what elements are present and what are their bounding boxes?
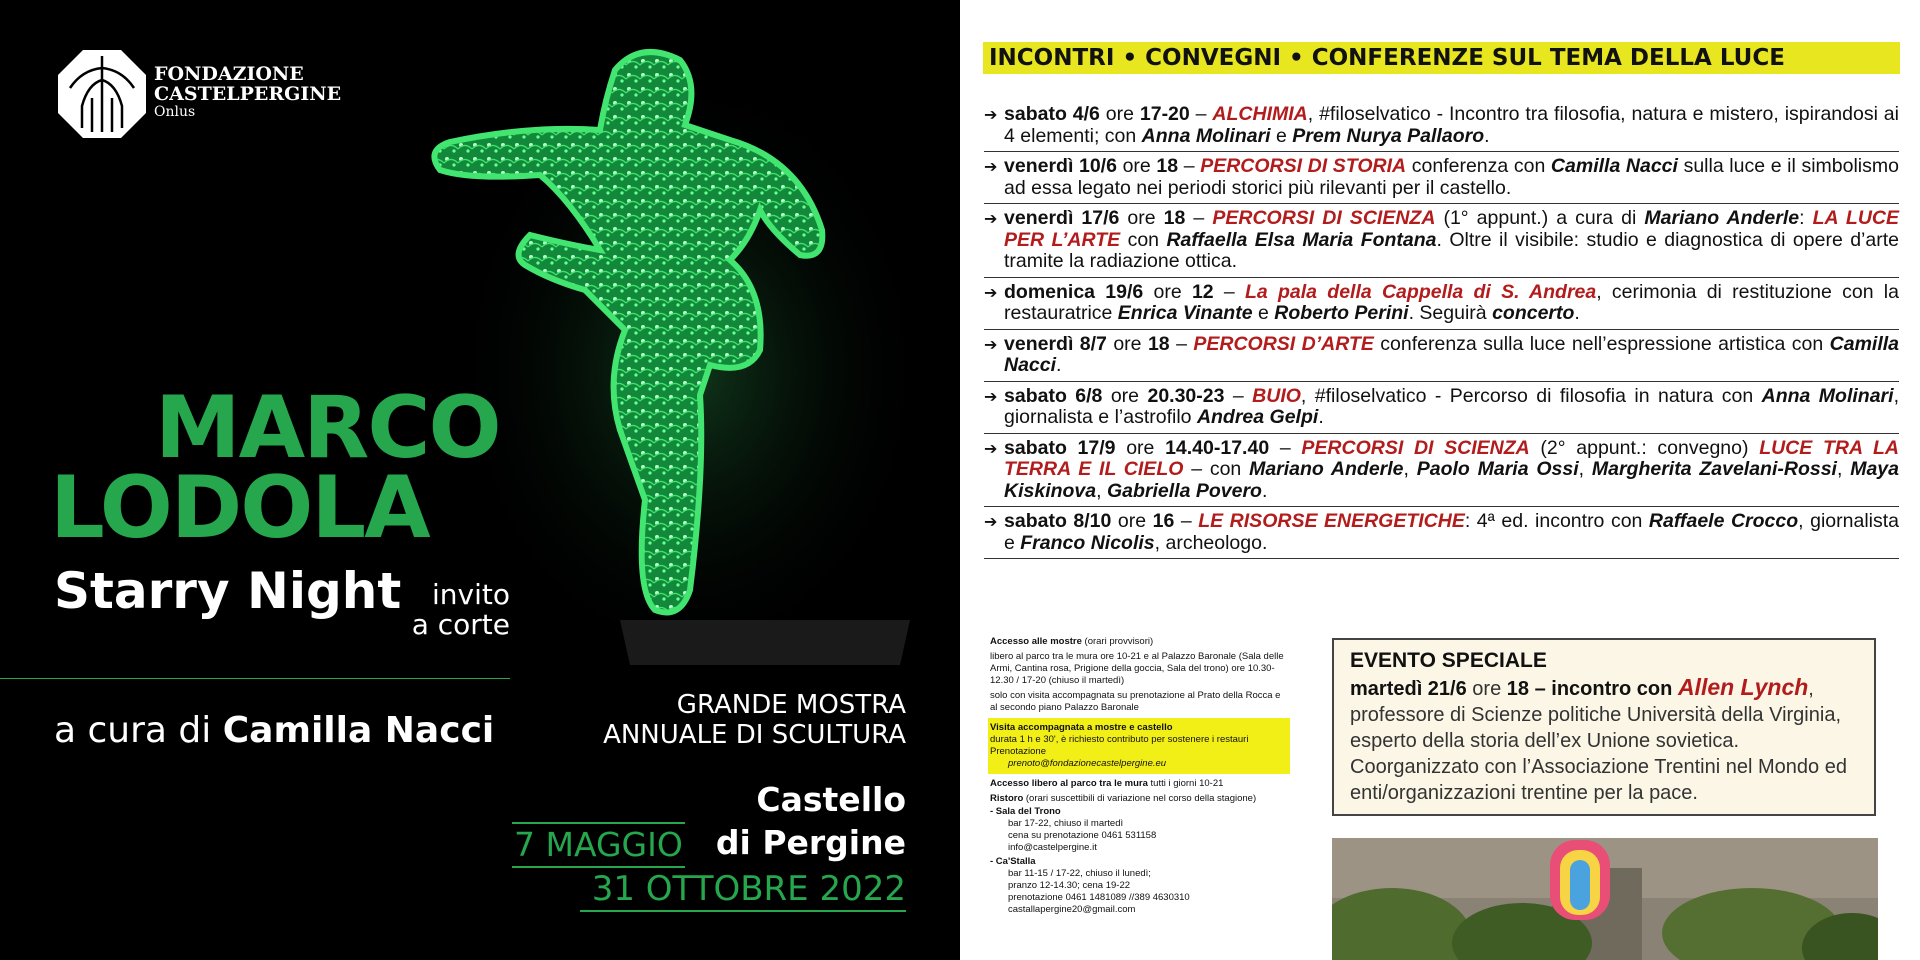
booking-label: Prenotazione (990, 746, 1046, 757)
invito-line-1: invito (432, 578, 510, 611)
event-text: conferenza con (1406, 155, 1551, 177)
event-text: Mariano Anderle (1644, 207, 1800, 229)
venue-line-1: Castello (756, 780, 906, 819)
booking-text: durata 1 h e 30', è richiesto contributo per sostenere i restauri (990, 734, 1249, 745)
arrow-right-icon: ➔ (984, 388, 998, 406)
event-text: ore (1102, 384, 1148, 407)
event-text: conferenza sulla luce nell’espressione artistica con (1373, 332, 1830, 355)
show-line-1: GRANDE MOSTRA (676, 690, 906, 720)
event-text: Andrea Gelpi (1196, 406, 1319, 428)
event-text: sabato 8/10 (1004, 510, 1112, 532)
event-text: Gabriella Povero (1106, 479, 1262, 502)
cast-line: prenotazione 0461 1481089 //389 4630310 (1008, 892, 1190, 903)
guided-text: solo con visita accompagnata su prenotazione al Prato della Rocca e al secondo piano Palazzo Baronale (990, 690, 1281, 713)
event-text: PERCORSI DI SCIENZA (1212, 207, 1436, 229)
curator-prefix: a cura di (54, 710, 212, 751)
logo-name (154, 64, 341, 104)
event-text: Enrica Vinante (1117, 302, 1253, 324)
event-text: venerdì 8/7 (1004, 332, 1107, 355)
events-header: INCONTRI • CONVEGNI • CONFERENZE SUL TEMA DELLA LUCE (983, 42, 1900, 74)
exhibit-title: Starry Night (54, 562, 402, 620)
event-text: – (1169, 332, 1194, 355)
event-text: (1° appunt.) a cura di (1435, 207, 1645, 229)
event-text: LA LUCE PER L’ARTE (1004, 207, 1900, 251)
event-text: ore (1116, 155, 1157, 177)
event-text: 18 (1163, 207, 1186, 229)
arrow-right-icon: ➔ (984, 514, 998, 531)
park-title: Accesso libero al parco tra le mura (990, 778, 1148, 789)
special-ore: ore (1472, 678, 1502, 700)
event-text: . Seguirà (1408, 302, 1493, 324)
event-text: PERCORSI DI STORIA (1200, 155, 1407, 177)
arrow-right-icon: ➔ (984, 107, 998, 124)
event-text: Raffaella Elsa Maria Fontana (1166, 228, 1437, 251)
event-text: e (1252, 302, 1275, 324)
logo-onlus: Onlus (154, 104, 196, 120)
logo-line-2: CASTELPERGINE (154, 83, 342, 105)
event-text: . (1484, 124, 1490, 147)
arrow-right-icon: ➔ (984, 159, 998, 176)
event-text: ore (1119, 207, 1164, 229)
show-description (540, 690, 906, 750)
event-text: ore (1099, 103, 1140, 125)
event-text: 20.30-23 (1147, 384, 1225, 407)
event-item (984, 152, 1899, 204)
booking-box (988, 718, 1290, 774)
event-text: . (1261, 479, 1268, 502)
event-text: sulla luce e il simbolismo ad essa legato nei periodi storici più rilevanti per il castello. (1004, 155, 1899, 199)
event-text: , #filoselvatico - Incontro tra filosofia, natura e mistero, ispirandosi ai 4 elementi; con (1004, 103, 1899, 147)
date-end: 31 OTTOBRE 2022 (580, 868, 906, 912)
event-text: Margherita Zavelani-Rossi (1591, 458, 1837, 480)
ristoro-title: Ristoro (990, 793, 1024, 804)
event-item (984, 330, 1899, 382)
event-text: sabato 17/9 (1004, 436, 1116, 459)
visitor-info (990, 636, 1290, 916)
event-item (984, 100, 1899, 152)
invitation-back (960, 0, 1920, 960)
special-body (1350, 674, 1858, 806)
event-text: Paolo Maria Ossi (1416, 458, 1579, 480)
event-text: – (1189, 103, 1213, 125)
event-text: , giornalista e (1004, 510, 1899, 554)
event-text: , #filoselvatico - Percorso di filosofia in natura con (1300, 384, 1762, 407)
castle-logo-icon (56, 48, 148, 140)
artist-first-name: MARCO (155, 378, 500, 478)
event-text: sabato 4/6 (1004, 103, 1100, 125)
events-list (984, 100, 1899, 559)
artist-last-name: LODOLA (50, 458, 429, 558)
event-text: – con (1183, 458, 1250, 480)
cast-line: bar 11-15 / 17-22, chiuso il lunedì; (1008, 868, 1151, 879)
special-title: EVENTO SPECIALE (1350, 649, 1547, 672)
event-text: 17-20 (1139, 103, 1190, 125)
event-text: . Oltre il visibile: studio e diagnostica di opere d’arte tramite la radiazione ottica. (1004, 228, 1899, 272)
event-text: ore (1143, 280, 1192, 303)
sala-line: info@castelpergine.it (1008, 842, 1097, 853)
park-text: tutti i giorni 10-21 (1150, 778, 1224, 789)
arrow-right-icon: ➔ (984, 211, 998, 228)
event-text: , (1096, 479, 1107, 502)
special-event-box (1332, 638, 1876, 816)
event-text: . (1318, 406, 1324, 428)
event-item (984, 507, 1899, 559)
event-text: sabato 6/8 (1004, 384, 1103, 407)
event-item (984, 204, 1899, 278)
invito-text (370, 580, 510, 640)
castle-photo-image (1332, 838, 1878, 960)
event-text: – (1178, 155, 1201, 177)
event-text: Roberto Perini (1274, 302, 1409, 324)
cast-line: castallapergine20@gmail.com (1008, 904, 1136, 915)
event-item (984, 278, 1899, 330)
sala-title: - Sala del Trono (990, 806, 1061, 817)
event-text: LUCE TRA LA TERRA E IL CIELO (1004, 436, 1899, 480)
cast-title: - Ca'Stalla (990, 856, 1036, 867)
event-item (984, 434, 1899, 508)
event-text: 14.40-17.40 (1165, 436, 1270, 459)
event-text: 18 (1147, 332, 1170, 355)
cast-line: pranzo 12-14.30; cena 19-22 (1008, 880, 1131, 891)
event-text: BUIO (1252, 384, 1301, 407)
event-text: Prem Nurya Pallaoro (1292, 124, 1485, 147)
access-text: libero al parco tra le mura ore 10-21 e al Palazzo Baronale (Sala delle Armi, Cantina rosa, Prigione della goccia, Sala del trono) ore 10.30-12.30 / 17-20 (chiuso il martedì) (990, 651, 1284, 686)
event-text: ore (1106, 332, 1148, 355)
event-text: Camilla Nacci (1550, 155, 1678, 177)
event-text: (2° appunt.: convegno) (1529, 436, 1760, 459)
event-text: La pala della Cappella di S. Andrea (1245, 280, 1597, 303)
booking-email[interactable]: prenoto@fondazionecastelpergine.eu (1008, 758, 1167, 769)
date-start: 7 MAGGIO (512, 822, 685, 868)
logo-line-1: FONDAZIONE (154, 63, 304, 85)
event-text: Maya Kiskinova (1004, 458, 1899, 502)
special-date: martedì 21/6 (1350, 678, 1467, 700)
event-text: 12 (1191, 280, 1214, 303)
event-text: ore (1115, 436, 1166, 459)
event-text: PERCORSI D’ARTE (1193, 332, 1374, 355)
event-text: LE RISORSE ENERGETICHE (1198, 510, 1465, 532)
event-text: , (1836, 458, 1851, 480)
event-text: : 4ª ed. incontro con (1464, 510, 1649, 532)
event-text: venerdì 17/6 (1004, 207, 1120, 229)
event-text: , archeologo. (1154, 531, 1268, 554)
event-text: domenica 19/6 (1004, 280, 1144, 303)
ristoro-note: (orari suscettibili di variazione nel corso della stagione) (1025, 793, 1257, 804)
sala-line: cena su prenotazione 0461 531158 (1008, 830, 1157, 841)
event-text: Anna Molinari (1141, 124, 1271, 147)
event-text: – (1185, 207, 1213, 229)
event-text: 18 (1156, 155, 1179, 177)
event-text: ore (1111, 510, 1153, 532)
arrow-right-icon: ➔ (984, 440, 998, 458)
event-text: Raffaele Crocco (1648, 510, 1799, 532)
event-text: Franco Nicolis (1020, 531, 1155, 554)
event-text: – (1174, 510, 1199, 532)
event-text: ALCHIMIA (1212, 103, 1308, 125)
event-text: – (1269, 436, 1302, 459)
event-item (984, 382, 1899, 434)
event-text: . (1056, 354, 1062, 376)
event-text: Mariano Anderle (1249, 458, 1404, 480)
event-text: 16 (1152, 510, 1175, 532)
venue-line-2: di Pergine (715, 823, 906, 862)
arrow-right-icon: ➔ (984, 284, 998, 302)
event-text: – (1224, 384, 1253, 407)
divider (0, 678, 510, 679)
event-text: , cerimonia di restituzione con la restauratrice (1004, 280, 1899, 324)
event-text: PERCORSI DI SCIENZA (1301, 436, 1530, 459)
event-text: : (1799, 207, 1813, 229)
event-text: , (1578, 458, 1592, 480)
sala-line: bar 17-22, chiuso il martedì (1008, 818, 1124, 829)
event-text: e (1270, 124, 1293, 147)
event-text: – (1213, 280, 1245, 303)
event-text: , giornalista e l’astrofilo (1004, 384, 1899, 428)
special-desc: , professore di Scienze politiche Università della Virginia, esperto della storia dell’ex Unione sovietica. Coorganizzato con l’Associazione Trentini nel Mondo ed enti/organizzazioni trentine per la pace. (1350, 678, 1847, 804)
access-note: (orari provvisori) (1084, 636, 1154, 647)
special-time: 18 (1506, 678, 1530, 700)
event-text: Camilla Nacci (1004, 332, 1900, 376)
show-line-2: ANNUALE DI SCULTURA (603, 720, 906, 750)
arrow-right-icon: ➔ (984, 336, 998, 354)
invito-line-2: a corte (411, 608, 510, 641)
event-text: , (1403, 458, 1417, 480)
event-text: . (1574, 302, 1580, 324)
special-speaker: Allen Lynch (1677, 674, 1809, 700)
curator-name: Camilla Nacci (222, 710, 495, 751)
special-incontro: – incontro con (1534, 678, 1673, 700)
event-text: Anna Molinari (1761, 384, 1894, 407)
venue (700, 778, 906, 864)
curator (54, 710, 494, 751)
access-title: Accesso alle mostre (990, 636, 1082, 647)
event-text: venerdì 10/6 (1004, 155, 1117, 177)
booking-title: Visita accompagnata a mostre e castello (990, 722, 1173, 733)
event-text: con (1120, 228, 1167, 251)
event-text: concerto (1492, 302, 1575, 324)
